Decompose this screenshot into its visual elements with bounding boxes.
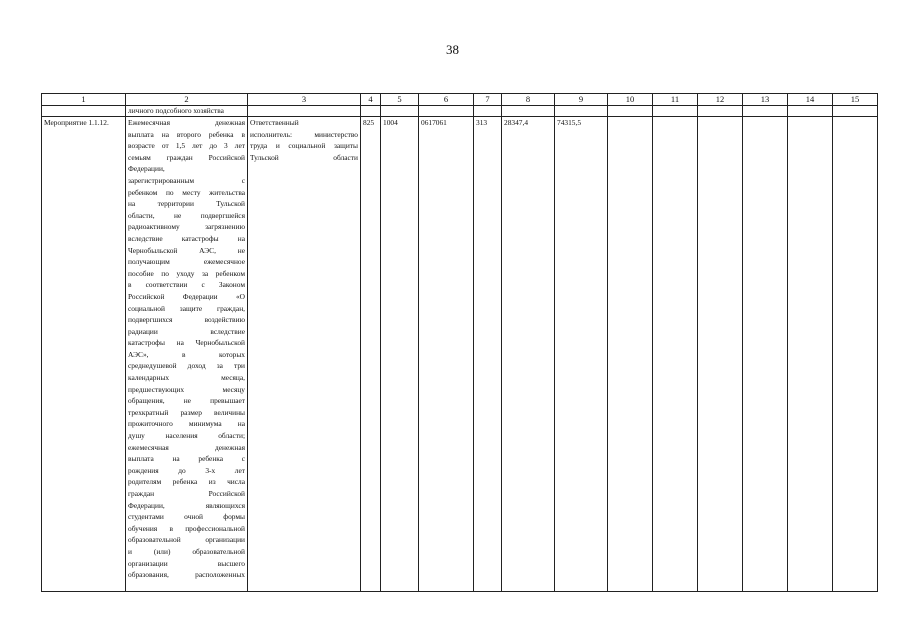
text-line: среднедушевой доход за три bbox=[128, 361, 245, 371]
text-line: ежемесячная денежная bbox=[128, 442, 245, 452]
text-line: Федерации, являющихся bbox=[128, 500, 245, 510]
text-line: подвергшихся воздействию bbox=[128, 315, 245, 325]
empty-cell bbox=[833, 106, 878, 117]
text-line: ребенком по месту жительства bbox=[128, 187, 245, 197]
code-cell: 825 bbox=[361, 117, 381, 592]
column-number: 13 bbox=[743, 94, 788, 106]
empty-cell bbox=[381, 106, 419, 117]
column-number: 12 bbox=[698, 94, 743, 106]
text-line: образовательной организации bbox=[128, 535, 245, 545]
text-line: социальной защите граждан, bbox=[128, 303, 245, 313]
continued-text: личного подсобного хозяйства bbox=[126, 106, 248, 117]
text-line: на территории Тульской bbox=[128, 199, 245, 209]
empty-cell bbox=[743, 106, 788, 117]
text-line: обращения, не превышает bbox=[128, 396, 245, 406]
text-line: пособие по уходу за ребенком bbox=[128, 268, 245, 278]
code-cell: 1004 bbox=[381, 117, 419, 592]
text-line: радиоактивному загрязнению bbox=[128, 222, 245, 232]
empty-cell bbox=[42, 106, 126, 117]
text-line: труда и социальной защиты bbox=[250, 141, 358, 151]
text-line: области, не подвергшейся bbox=[128, 210, 245, 220]
empty-cell bbox=[248, 106, 361, 117]
code-cell: 313 bbox=[474, 117, 502, 592]
text-line: в соответствии с Законом bbox=[128, 280, 245, 290]
column-number: 14 bbox=[788, 94, 833, 106]
column-number: 5 bbox=[381, 94, 419, 106]
text-line: обучения в профессиональной bbox=[128, 523, 245, 533]
text-line: организации высшего bbox=[128, 558, 245, 568]
text-line: Федерации, bbox=[128, 164, 165, 174]
amount-cell: 74315,5 bbox=[555, 117, 608, 592]
amount-cell: 28347,4 bbox=[502, 117, 555, 592]
empty-cell bbox=[419, 106, 474, 117]
description-cell bbox=[126, 117, 248, 592]
empty-cell bbox=[653, 117, 698, 592]
text-line: зарегистрированным с bbox=[128, 175, 245, 185]
budget-table bbox=[41, 93, 878, 592]
text-line: Ежемесячная денежная bbox=[128, 118, 245, 127]
text-line: семьям граждан Российской bbox=[128, 152, 245, 162]
empty-cell bbox=[361, 106, 381, 117]
text-line: радиации вследствие bbox=[128, 326, 245, 336]
text-line: Тульской области bbox=[250, 152, 358, 162]
text-line: Российской Федерации «О bbox=[128, 291, 245, 301]
text-line: получающим ежемесячное bbox=[128, 257, 245, 267]
text-line: возрасте от 1,5 лет до 3 лет bbox=[128, 141, 245, 151]
responsible-cell bbox=[248, 117, 361, 592]
event-cell: Мероприятие 1.1.12. bbox=[42, 117, 126, 592]
empty-cell bbox=[833, 117, 878, 592]
table-row bbox=[42, 117, 878, 592]
text-line: вследствие катастрофы на bbox=[128, 233, 245, 243]
text-line: выплата на ребенка с bbox=[128, 454, 245, 464]
column-number: 10 bbox=[608, 94, 653, 106]
empty-cell bbox=[743, 117, 788, 592]
empty-cell bbox=[788, 106, 833, 117]
text-line: и (или) образовательной bbox=[128, 546, 245, 556]
empty-cell bbox=[608, 117, 653, 592]
text-line: граждан Российской bbox=[128, 489, 245, 498]
text-line: студентами очной формы bbox=[128, 512, 245, 522]
text-line: катастрофы на Чернобыльской bbox=[128, 338, 245, 348]
page-number: 38 bbox=[446, 42, 459, 57]
empty-cell bbox=[698, 117, 743, 592]
text-line: рождения до 3-х лет bbox=[128, 465, 245, 475]
column-number: 1 bbox=[42, 94, 126, 106]
column-number: 3 bbox=[248, 94, 361, 106]
column-number: 8 bbox=[502, 94, 555, 106]
text-line: прожиточного минимума на bbox=[128, 419, 245, 429]
empty-cell bbox=[474, 106, 502, 117]
text-line: предшествующих месяцу bbox=[128, 384, 245, 394]
column-number: 6 bbox=[419, 94, 474, 106]
continued-row bbox=[42, 106, 878, 117]
text-line: выплата на второго ребенка в bbox=[128, 129, 245, 139]
text-line: календарных месяца, bbox=[128, 373, 245, 383]
column-number-row bbox=[42, 94, 878, 106]
empty-cell bbox=[788, 117, 833, 592]
column-number: 11 bbox=[653, 94, 698, 106]
empty-cell bbox=[502, 106, 555, 117]
column-number: 4 bbox=[361, 94, 381, 106]
empty-cell bbox=[555, 106, 608, 117]
text-line: Ответственный bbox=[250, 118, 299, 127]
empty-cell bbox=[698, 106, 743, 117]
text-line: образования, расположенных bbox=[128, 570, 245, 580]
column-number: 15 bbox=[833, 94, 878, 106]
column-number: 2 bbox=[126, 94, 248, 106]
text-line: родителям ребенка из числа bbox=[128, 477, 245, 487]
column-number: 7 bbox=[474, 94, 502, 106]
column-number: 9 bbox=[555, 94, 608, 106]
text-line: исполнитель: министерство bbox=[250, 129, 358, 139]
text-line: Чернобыльской АЭС, не bbox=[128, 245, 245, 255]
code-cell: 0617061 bbox=[419, 117, 474, 592]
empty-cell bbox=[653, 106, 698, 117]
text-line: АЭС», в которых bbox=[128, 349, 245, 359]
text-line: трехкратный размер величины bbox=[128, 407, 245, 417]
empty-cell bbox=[608, 106, 653, 117]
text-line: душу населения области; bbox=[128, 431, 245, 441]
